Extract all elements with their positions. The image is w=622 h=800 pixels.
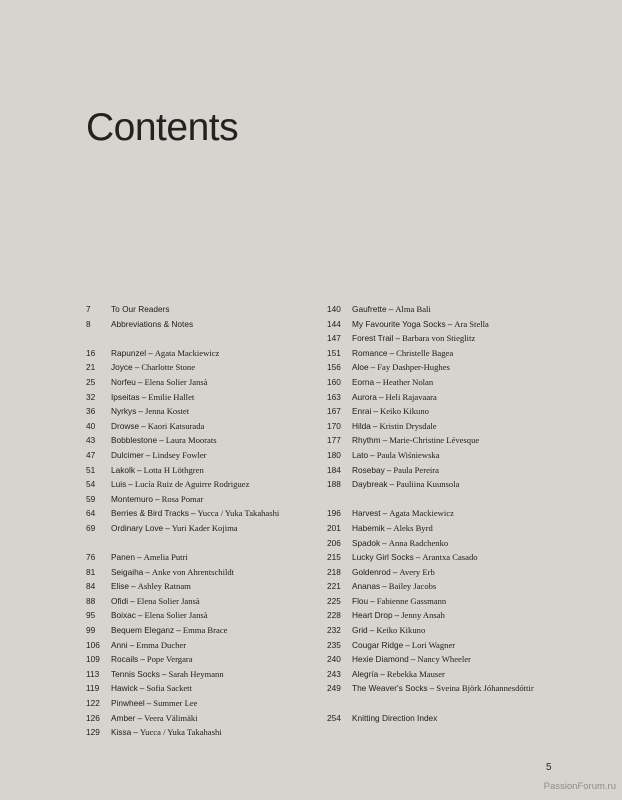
toc-page-number: 243 <box>327 668 341 679</box>
toc-entry[interactable] <box>327 302 577 317</box>
toc-designer: Agata Mackiewicz <box>389 508 454 519</box>
toc-dash: – <box>380 668 385 679</box>
toc-page-number: 206 <box>327 537 341 548</box>
toc-designer: Alma Bali <box>395 304 431 314</box>
toc-entry[interactable] <box>86 550 316 565</box>
toc-page-number: 201 <box>327 522 341 533</box>
toc-entry[interactable] <box>327 477 577 492</box>
toc-designer: Emma Ducher <box>136 639 187 650</box>
toc-pattern-name: Bobblestone <box>111 435 158 446</box>
toc-pattern-name: Tennis Socks <box>111 668 160 679</box>
toc-dash: – <box>137 712 143 723</box>
toc-dash: – <box>389 479 395 490</box>
toc-designer: Keiko Kikuno <box>376 625 426 636</box>
toc-page-number: 144 <box>327 318 341 329</box>
toc-pattern-name: Habemik <box>352 522 385 533</box>
toc-designer: Yucca / Yuka Takahashi <box>139 727 222 738</box>
toc-page-number: 180 <box>327 449 341 460</box>
toc-designer: Bailey Jacobs <box>388 581 437 592</box>
toc-entry[interactable] <box>86 375 316 390</box>
toc-dash: – <box>136 464 142 475</box>
toc-dash: – <box>405 639 410 650</box>
toc-page-number: 54 <box>86 479 96 490</box>
toc-dash: – <box>165 522 170 533</box>
toc-entry[interactable] <box>327 711 577 726</box>
toc-dash: – <box>130 581 136 592</box>
toc-designer: Yucca / Yuka Takahashi <box>197 508 280 519</box>
toc-page-number: 196 <box>327 508 341 519</box>
toc-entry[interactable] <box>327 608 577 623</box>
toc-page-number: 184 <box>327 464 341 475</box>
toc-dash: – <box>373 406 378 417</box>
toc-page-number: 147 <box>327 333 341 344</box>
toc-entry[interactable] <box>327 404 577 419</box>
toc-dash: – <box>146 698 152 709</box>
toc-pattern-name: Anni <box>111 639 128 650</box>
toc-pattern-name: Spadok <box>352 537 381 548</box>
toc-dash: – <box>130 595 135 606</box>
toc-dash: – <box>370 362 376 373</box>
toc-page-number: 88 <box>86 595 96 606</box>
toc-entry[interactable] <box>327 565 577 580</box>
toc-entry[interactable] <box>86 419 316 434</box>
toc-column-left <box>86 302 316 740</box>
toc-dash: – <box>395 333 401 344</box>
toc-page-number: 59 <box>86 493 96 504</box>
toc-entry[interactable] <box>86 448 316 463</box>
toc-designer: Amelia Putri <box>143 552 188 563</box>
toc-pattern-name: Hexie Diamond <box>352 654 409 665</box>
toc-dash: – <box>137 376 143 387</box>
toc-pattern-name: Eorna <box>352 376 375 387</box>
toc-pattern-name: Rocails <box>111 654 139 665</box>
toc-designer: Emilie Hallet <box>148 391 195 402</box>
toc-pattern-name: Bequem Eleganz <box>111 625 175 636</box>
toc-entry[interactable] <box>327 375 577 390</box>
toc-page-number: 95 <box>86 610 96 621</box>
toc-page-number: 43 <box>86 435 96 446</box>
toc-entry[interactable] <box>86 506 316 521</box>
toc-entry[interactable] <box>86 565 316 580</box>
toc-dash: – <box>382 537 387 548</box>
toc-pattern-name: Pinwheel <box>111 698 145 709</box>
toc-pattern-name: Panen <box>111 552 135 563</box>
toc-entry[interactable] <box>86 433 316 448</box>
toc-page-number: 69 <box>86 522 96 533</box>
toc-entry[interactable] <box>327 579 577 594</box>
toc-dash: – <box>159 435 164 446</box>
toc-page-number: 140 <box>327 304 341 314</box>
toc-entry[interactable] <box>86 463 316 478</box>
toc-pattern-name: Flou <box>352 595 369 606</box>
toc-page-number: 8 <box>86 318 91 329</box>
toc-entry[interactable] <box>86 652 316 667</box>
toc-pattern-name: Amber <box>111 712 136 723</box>
toc-page-number: 25 <box>86 376 96 387</box>
toc-entry[interactable] <box>327 463 577 478</box>
toc-designer: Anke von Ahrentschildt <box>151 566 235 577</box>
toc-designer: Barbara von Stieglitz <box>402 333 476 344</box>
toc-pattern-name: Nyrkys <box>111 406 137 417</box>
toc-designer: Avery Erb <box>399 566 435 577</box>
toc-pattern-name: Elise <box>111 581 129 592</box>
toc-designer: Kristin Drysdale <box>379 420 437 431</box>
toc-dash: – <box>128 479 133 490</box>
toc-designer: Veera Välimäki <box>144 712 198 723</box>
watermark: PassionForum.ru <box>543 781 616 792</box>
toc-designer: Keiko Kikuno <box>380 406 429 417</box>
toc-page-number: 218 <box>327 566 341 577</box>
toc-designer: Rebekka Mauser <box>386 668 445 679</box>
toc-pattern-name: Ananas <box>352 581 381 592</box>
toc-designer: Christelle Bagea <box>396 347 454 358</box>
toc-page-number: 228 <box>327 610 341 621</box>
toc-pattern-name: Lakolk <box>111 464 135 475</box>
toc-entry[interactable] <box>327 550 577 565</box>
toc-dash: – <box>447 318 453 329</box>
toc-dash: – <box>382 435 388 446</box>
toc-entry[interactable] <box>327 536 577 551</box>
toc-page-number: 156 <box>327 362 341 373</box>
toc-entry[interactable] <box>327 638 577 653</box>
toc-page-number: 163 <box>327 391 341 402</box>
toc-page-number: 119 <box>86 683 100 694</box>
toc-page-number: 40 <box>86 420 96 431</box>
toc-pattern-name: The Weaver's Socks <box>352 683 428 694</box>
toc-page-number: 235 <box>327 639 341 650</box>
toc-designer: Fay Dashper-Hughes <box>377 362 450 373</box>
toc-designer: Elena Solier Jansà <box>144 610 208 621</box>
toc-page-number: 36 <box>86 406 96 417</box>
toc-entry[interactable] <box>86 696 316 711</box>
toc-dash: – <box>137 610 143 621</box>
toc-designer: Paula Wiśniewska <box>376 449 440 460</box>
toc-designer: Rosa Pomar <box>161 493 204 504</box>
toc-entry[interactable] <box>86 477 316 492</box>
toc-dash: – <box>376 376 381 387</box>
toc-pattern-name: Hawick <box>111 683 138 694</box>
toc-page-number: 51 <box>86 464 96 475</box>
toc-entry[interactable] <box>327 419 577 434</box>
toc-designer: Lori Wagner <box>411 639 456 650</box>
toc-entry[interactable] <box>327 448 577 463</box>
toc-pattern-name: Ipseitas <box>111 391 140 402</box>
toc-dash: – <box>386 464 392 475</box>
toc-entry[interactable] <box>86 594 316 609</box>
toc-page-number: 126 <box>86 712 100 723</box>
toc-pattern-name: Rosebay <box>352 464 385 475</box>
toc-dash: – <box>394 610 400 621</box>
toc-entry[interactable] <box>327 521 577 536</box>
toc-designer: Arantxa Casado <box>422 552 478 563</box>
toc-designer: Lucía Ruiz de Aguirre Rodriguez <box>134 479 250 490</box>
toc-dash: – <box>137 552 142 563</box>
toc-dash: – <box>190 508 196 519</box>
toc-dash: – <box>141 391 147 402</box>
toc-pattern-name: Daybreak <box>352 479 388 490</box>
toc-page-number: 170 <box>327 420 341 431</box>
toc-entry[interactable] <box>86 623 316 638</box>
toc-pattern-name: Berries & Bird Tracks <box>111 508 189 519</box>
toc-entry[interactable] <box>327 623 577 638</box>
toc-page-number: 16 <box>86 347 96 358</box>
toc-entry[interactable] <box>327 506 577 521</box>
toc-designer: Sofia Sackett <box>146 683 192 694</box>
toc-dash: – <box>145 449 151 460</box>
toc-entry[interactable] <box>86 317 316 332</box>
toc-pattern-name: Boixac <box>111 610 136 621</box>
toc-page-number: 160 <box>327 376 341 387</box>
toc-pattern-name: Goldenrod <box>352 566 391 577</box>
toc-dash: – <box>370 449 375 460</box>
toc-designer: Elena Solier Jansà <box>136 595 200 606</box>
toc-pattern-name: Luis <box>111 479 127 490</box>
toc-pattern-name: Hilda <box>352 420 371 431</box>
toc-pattern-name: Rhythm <box>352 435 381 446</box>
toc-pattern-name: Forest Trail <box>352 333 394 344</box>
toc-designer: Fabienne Gassmann <box>376 595 447 606</box>
toc-dash: – <box>139 683 145 694</box>
toc-dash: – <box>145 566 150 577</box>
toc-page-number: 122 <box>86 698 100 709</box>
toc-pattern-name: Ordinary Love <box>111 522 164 533</box>
toc-entry[interactable] <box>86 579 316 594</box>
toc-entry[interactable] <box>86 492 316 507</box>
toc-entry[interactable] <box>327 594 577 609</box>
toc-dash: – <box>429 683 435 694</box>
toc-designer: Pope Vergara <box>146 654 193 665</box>
toc-dash: – <box>415 552 421 563</box>
toc-entry[interactable] <box>86 608 316 623</box>
toc-pattern-name: Montemuro <box>111 493 153 504</box>
toc-entry[interactable] <box>86 302 316 317</box>
toc-entry[interactable] <box>327 433 577 448</box>
page-title: Contents <box>86 106 239 149</box>
toc-pattern-name: Dulcimer <box>111 449 144 460</box>
toc-designer: Elena Solier Jansà <box>144 376 208 387</box>
toc-page-number: 113 <box>86 668 100 679</box>
toc-designer: Emma Brace <box>182 625 228 636</box>
toc-page-number: 232 <box>327 625 341 636</box>
toc-page-number: 7 <box>86 304 91 314</box>
toc-entry[interactable] <box>327 346 577 361</box>
toc-entry[interactable] <box>86 711 316 726</box>
toc-entry[interactable] <box>327 652 577 667</box>
toc-designer: Marie-Christine Lévesque <box>389 435 480 446</box>
toc-designer: Paula Pereira <box>393 464 439 475</box>
toc-page-number: 76 <box>86 552 96 563</box>
toc-pattern-name: Alegría <box>352 668 379 679</box>
toc-designer: Jenny Ansah <box>401 610 445 621</box>
toc-dash: – <box>378 391 384 402</box>
toc-entry[interactable] <box>327 360 577 375</box>
toc-column-right <box>327 302 577 725</box>
toc-pattern-name: Aloe <box>352 362 369 373</box>
toc-pattern-name: To Our Readers <box>111 304 170 314</box>
toc-designer: Heli Rajavaara <box>385 391 437 402</box>
toc-dash: – <box>140 654 145 665</box>
toc-page-number: 99 <box>86 625 96 636</box>
toc-dash: – <box>141 420 146 431</box>
toc-designer: Yuri Kader Kojima <box>171 522 238 533</box>
toc-dash: – <box>370 595 375 606</box>
toc-pattern-name: Enrai <box>352 406 372 417</box>
toc-dash: – <box>148 347 153 358</box>
toc-pattern-name: Heart Drop <box>352 610 393 621</box>
toc-page-number: 254 <box>327 712 341 723</box>
toc-dash: – <box>389 347 395 358</box>
toc-entry[interactable] <box>86 521 316 536</box>
toc-entry[interactable] <box>86 667 316 682</box>
toc-entry[interactable] <box>86 360 316 375</box>
toc-page-number: 129 <box>86 727 100 738</box>
toc-pattern-name: Drowse <box>111 420 140 431</box>
toc-pattern-name: Seigaiha <box>111 566 144 577</box>
toc-page-number: 240 <box>327 654 341 665</box>
toc-pattern-name: My Favourite Yoga Socks <box>352 318 446 329</box>
toc-dash: – <box>388 304 394 314</box>
toc-designer: Laura Moorats <box>165 435 217 446</box>
toc-entry[interactable] <box>327 331 577 346</box>
toc-entry[interactable] <box>86 390 316 405</box>
toc-page-number: 32 <box>86 391 96 402</box>
toc-entry[interactable] <box>86 681 316 696</box>
toc-designer: Pauliina Kuunsola <box>396 479 460 490</box>
toc-dash: – <box>392 566 398 577</box>
toc-page-number: 64 <box>86 508 96 519</box>
toc-designer: Aleks Byrd <box>393 522 433 533</box>
toc-designer: Jenna Kostet <box>144 406 190 417</box>
toc-pattern-name: Knitting Direction Index <box>352 712 438 723</box>
toc-page-number: 109 <box>86 654 100 665</box>
toc-dash: – <box>129 639 135 650</box>
toc-pattern-name: Abbreviations & Notes <box>111 318 194 329</box>
toc-pattern-name: Aurora <box>352 391 377 402</box>
toc-entry[interactable] <box>86 404 316 419</box>
toc-pattern-name: Norfeu <box>111 376 136 387</box>
toc-page-number: 47 <box>86 449 96 460</box>
toc-entry[interactable] <box>86 638 316 653</box>
toc-designer: Lotta H Löthgren <box>143 464 204 475</box>
toc-page-number: 225 <box>327 595 341 606</box>
toc-designer: Anna Radchenko <box>388 537 449 548</box>
toc-designer: Lindsey Fowler <box>152 449 207 460</box>
toc-pattern-name: Kissa <box>111 727 132 738</box>
toc-dash: – <box>382 508 388 519</box>
toc-dash: – <box>369 625 375 636</box>
toc-pattern-name: Rapunzel <box>111 347 147 358</box>
toc-page-number: 81 <box>86 566 96 577</box>
toc-page-number: 249 <box>327 683 341 694</box>
toc-pattern-name: Cougar Ridge <box>352 639 404 650</box>
toc-dash: – <box>161 668 167 679</box>
toc-designer: Sarah Heymann <box>168 668 224 679</box>
toc-entry[interactable] <box>86 725 316 740</box>
toc-designer: Summer Lee <box>153 698 198 709</box>
toc-designer: Ashley Ratnam <box>137 581 191 592</box>
toc-dash: – <box>382 581 387 592</box>
toc-entry[interactable] <box>327 681 577 696</box>
toc-designer: Sveina Björk Jóhannesdóttir <box>436 683 534 694</box>
toc-entry[interactable] <box>86 346 316 361</box>
toc-pattern-name: Joyce <box>111 362 133 373</box>
toc-dash: – <box>134 362 140 373</box>
toc-pattern-name: Ofidi <box>111 595 129 606</box>
toc-pattern-name: Lato <box>352 449 369 460</box>
toc-designer: Ara Stella <box>454 318 489 329</box>
toc-dash: – <box>133 727 138 738</box>
toc-pattern-name: Gaufrette <box>352 304 387 314</box>
toc-entry[interactable] <box>327 317 577 332</box>
toc-dash: – <box>410 654 416 665</box>
toc-entry[interactable] <box>327 390 577 405</box>
toc-pattern-name: Grid <box>352 625 368 636</box>
toc-page-number: 221 <box>327 581 341 592</box>
toc-page-number: 177 <box>327 435 341 446</box>
toc-designer: Kaori Katsurada <box>147 420 205 431</box>
toc-page-number: 215 <box>327 552 341 563</box>
toc-dash: – <box>154 493 160 504</box>
toc-page-number: 188 <box>327 479 341 490</box>
toc-page-number: 21 <box>86 362 96 373</box>
toc-dash: – <box>386 522 392 533</box>
toc-page-number: 151 <box>327 347 341 358</box>
toc-designer: Nancy Wheeler <box>417 654 471 665</box>
toc-designer: Charlotte Stone <box>141 362 196 373</box>
toc-pattern-name: Romance <box>352 347 388 358</box>
toc-dash: – <box>176 625 181 636</box>
toc-designer: Heather Nolan <box>382 376 434 387</box>
toc-entry[interactable] <box>327 667 577 682</box>
toc-dash: – <box>138 406 143 417</box>
toc-designer: Agata Mackiewicz <box>154 347 220 358</box>
toc-page-number: 84 <box>86 581 96 592</box>
page-number: 5 <box>546 762 552 773</box>
toc-pattern-name: Lucky Girl Socks <box>352 552 414 563</box>
toc-page-number: 167 <box>327 406 341 417</box>
toc-pattern-name: Harvest <box>352 508 381 519</box>
toc-dash: – <box>372 420 378 431</box>
toc-page-number: 106 <box>86 639 100 650</box>
